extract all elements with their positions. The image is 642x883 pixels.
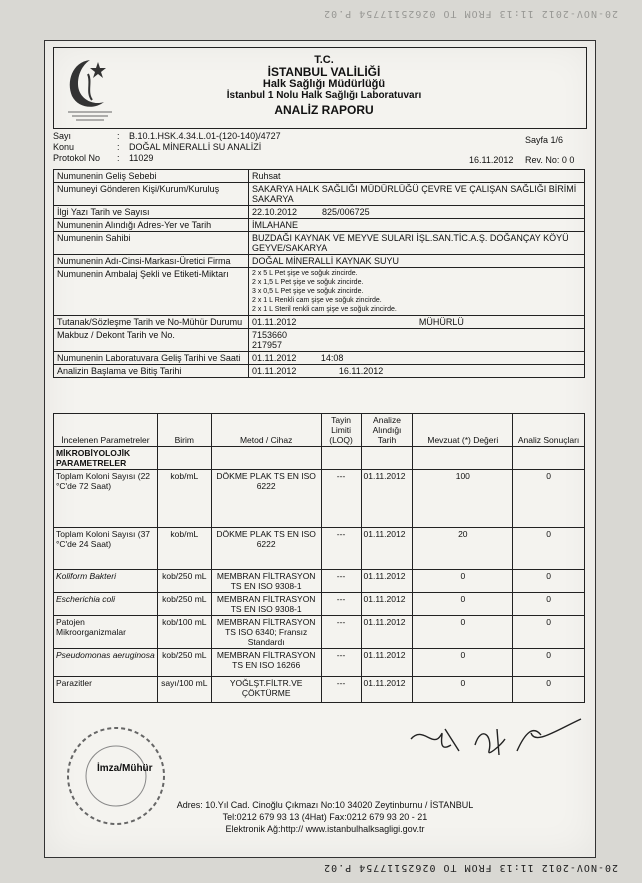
param-loq: --- [321, 528, 361, 570]
makbuz-value [249, 329, 585, 352]
param-date: 01.11.2012 [361, 649, 413, 677]
info-label: Numunenin Adı-Cinsi-Markası-Üretici Firma [54, 255, 249, 268]
footer-address [105, 799, 545, 835]
col-header-loq: Tayin Limiti (LOQ) [321, 414, 361, 447]
makbuz-row [54, 329, 585, 352]
laboratuvar-heading: İstanbul 1 Nolu Halk Sağlığı Laboratuvarı [226, 90, 422, 101]
param-method: MEMBRAN FİLTRASYON TS ISO 6340; Fransız Standardı [211, 616, 321, 649]
param-date: 01.11.2012 [361, 677, 413, 703]
param-loq: --- [321, 616, 361, 649]
table-cell [211, 447, 321, 470]
ambalaj-label: Numunenin Ambalaj Şekli ve Etiketi-Miktarı [54, 268, 249, 316]
param-limit: 0 [413, 593, 513, 616]
param-name: Escherichia coli [54, 593, 158, 616]
param-limit: 0 [413, 649, 513, 677]
fax-header-faint: 20-NOV-2012 11:13 FROM TO 02625117754 P.02 [323, 8, 618, 19]
param-loq: --- [321, 593, 361, 616]
protokol-label: Protokol No [53, 153, 101, 163]
sample-info-table [53, 169, 585, 378]
table-row [54, 649, 585, 677]
param-unit: kob/250 mL [157, 570, 211, 593]
table-cell [513, 447, 585, 470]
col-header-method: Metod / Cihaz [211, 414, 321, 447]
info-value: BUZDAĞI KAYNAK VE MEYVE SULARI İŞL.SAN.TİC.A.Ş. DOĞANÇAY KÖYÜ GEYVE/SAKARYA [249, 232, 585, 255]
param-limit: 0 [413, 570, 513, 593]
info-label: İlgi Yazı Tarih ve Sayısı [54, 206, 249, 219]
signatures [405, 705, 585, 765]
section-title: MİKROBİYOLOJİK PARAMETRELER [54, 447, 158, 470]
info-value: DOĞAL MİNERALLİ KAYNAK SUYU [249, 255, 585, 268]
info-row [54, 232, 585, 255]
footer-web-line: Elektronik Ağ:http:// www.istanbulhalksagligi.gov.tr [225, 824, 425, 834]
param-method: DÖKME PLAK TS EN ISO 6222 [211, 528, 321, 570]
colon: : [117, 131, 120, 141]
info-row [54, 206, 585, 219]
tutanak-label: Tutanak/Sözleşme Tarih ve No-Mühür Durumu [54, 316, 249, 329]
param-result: 0 [513, 528, 585, 570]
col-header-parameter: İncelenen Parametreler [54, 414, 158, 447]
table-cell [157, 447, 211, 470]
param-name: Toplam Koloni Sayısı (37 °C'de 24 Saat) [54, 528, 158, 570]
makbuz-no: 7153660 [252, 330, 288, 340]
param-loq: --- [321, 570, 361, 593]
col-header-limit: Mevzuat (*) Değeri [413, 414, 513, 447]
param-limit: 20 [413, 528, 513, 570]
parameters-table [53, 413, 585, 703]
param-limit: 0 [413, 616, 513, 649]
param-method: YOĞLŞT.FİLTR.VE ÇÖKTÜRME [211, 677, 321, 703]
colon: : [117, 153, 120, 163]
param-unit: kob/mL [157, 470, 211, 528]
param-date: 01.11.2012 [361, 570, 413, 593]
sayi-value: B.10.1.HSK.4.34.L.01-(120-140)/4727 [129, 131, 281, 141]
analiz-start: 01.11.2012 [252, 366, 297, 376]
info-label: Numuneyi Gönderen Kişi/Kurum/Kuruluş [54, 183, 249, 206]
ambalaj-item: 2 x 1 L Steril renkli cam şişe ve soğuk zincirde. [252, 306, 397, 313]
gelis-date: 01.11.2012 [252, 353, 297, 363]
analiz-label: Analizin Başlama ve Bitiş Tarihi [54, 365, 249, 378]
fax-transmission-header: 20-NOV-2012 11:13 FROM TO 02625117754 P.02 [323, 862, 618, 873]
report-header [53, 47, 587, 129]
ambalaj-item: 3 x 0,5 L Pet şişe ve soğuk zincirde. [252, 288, 364, 295]
info-row [54, 219, 585, 232]
param-loq: --- [321, 649, 361, 677]
tutanak-date: 01.11.2012 [252, 317, 297, 327]
info-label: Numunenin Geliş Sebebi [54, 170, 249, 183]
col-header-date: Analize Alındığı Tarih [361, 414, 413, 447]
info-label: Numunenin Sahibi [54, 232, 249, 255]
konu-value: DOĞAL MİNERALLİ SU ANALİZİ [129, 142, 262, 152]
footer-phone-line: Tel:0212 679 93 13 (4Hat) Fax:0212 679 93 20 - 21 [222, 812, 428, 822]
param-method: DÖKME PLAK TS EN ISO 6222 [211, 470, 321, 528]
param-result: 0 [513, 470, 585, 528]
param-loq: --- [321, 677, 361, 703]
section-row [54, 447, 585, 470]
tutanak-value [249, 316, 585, 329]
sayi-label: Sayı [53, 131, 72, 141]
param-result: 0 [513, 649, 585, 677]
table-row [54, 570, 585, 593]
table-row [54, 616, 585, 649]
param-result: 0 [513, 570, 585, 593]
analiz-row [54, 365, 585, 378]
ambalaj-item: 2 x 1 L Renkli cam şişe ve soğuk zincirde. [252, 297, 382, 304]
report-titles [134, 54, 514, 116]
param-result: 0 [513, 677, 585, 703]
revision-number: Rev. No: 0 0 [525, 155, 575, 165]
param-unit: kob/100 mL [157, 616, 211, 649]
param-date: 01.11.2012 [361, 470, 413, 528]
page-number: Sayfa 1/6 [525, 135, 564, 145]
param-limit: 0 [413, 677, 513, 703]
info-value: 22.10.2012 825/006725 [249, 206, 585, 219]
signature-stamp-label: İmza/Mühür [97, 763, 153, 774]
param-result: 0 [513, 593, 585, 616]
ambalaj-item: 2 x 5 L Pet şişe ve soğuk zincirde. [252, 270, 358, 277]
param-loq: --- [321, 470, 361, 528]
param-unit: kob/mL [157, 528, 211, 570]
analysis-report-page [44, 40, 596, 858]
health-ministry-logo [58, 52, 122, 124]
param-name: Pseudomonas aeruginosa [54, 649, 158, 677]
info-row [54, 255, 585, 268]
param-name: Patojen Mikroorganizmalar [54, 616, 158, 649]
muhur-status: MÜHÜRLÜ [418, 317, 464, 327]
valilik-heading: İSTANBUL VALİLİĞİ [267, 65, 381, 79]
param-limit: 100 [413, 470, 513, 528]
info-row [54, 183, 585, 206]
info-value: SAKARYA HALK SAĞLIĞI MÜDÜRLÜĞÜ ÇEVRE VE ÇALIŞAN SAĞLIĞI BİRİMİ SAKARYA [249, 183, 585, 206]
info-label: Numunenin Alındığı Adres-Yer ve Tarih [54, 219, 249, 232]
table-cell [413, 447, 513, 470]
table-row [54, 470, 585, 528]
param-unit: sayı/100 mL [157, 677, 211, 703]
mudurluk-heading: Halk Sağlığı Müdürlüğü [262, 78, 386, 90]
konu-label: Konu [53, 142, 75, 152]
tutanak-row [54, 316, 585, 329]
param-date: 01.11.2012 [361, 528, 413, 570]
table-row [54, 593, 585, 616]
gelis-label: Numunenin Laboratuvara Geliş Tarihi ve Saati [54, 352, 249, 365]
param-date: 01.11.2012 [361, 616, 413, 649]
param-method: MEMBRAN FİLTRASYON TS EN ISO 9308-1 [211, 593, 321, 616]
info-row [54, 170, 585, 183]
ambalaj-row [54, 268, 585, 316]
col-header-result: Analiz Sonuçları [513, 414, 585, 447]
param-method: MEMBRAN FİLTRASYON TS EN ISO 16266 [211, 649, 321, 677]
param-unit: kob/250 mL [157, 593, 211, 616]
table-cell [321, 447, 361, 470]
col-header-unit: Birim [157, 414, 211, 447]
table-row [54, 677, 585, 703]
makbuz-label: Makbuz / Dekont Tarih ve No. [54, 329, 249, 352]
param-name: Toplam Koloni Sayısı (22 °C'de 72 Saat) [54, 470, 158, 528]
colon: : [117, 142, 120, 152]
ambalaj-item: 2 x 1,5 L Pet şişe ve soğuk zincirde. [252, 279, 364, 286]
param-date: 01.11.2012 [361, 593, 413, 616]
tc-heading: T.C. [314, 54, 334, 66]
param-result: 0 [513, 616, 585, 649]
analiz-value [249, 365, 585, 378]
info-value: Ruhsat [249, 170, 585, 183]
gelis-value [249, 352, 585, 365]
params-header-row [54, 414, 585, 447]
gelis-row [54, 352, 585, 365]
gelis-time: 14:08 [320, 353, 344, 363]
info-value: İMLAHANE [249, 219, 585, 232]
analiz-end: 16.11.2012 [338, 366, 384, 376]
param-name: Parazitler [54, 677, 158, 703]
ambalaj-list [249, 268, 585, 316]
param-unit: kob/250 mL [157, 649, 211, 677]
table-cell [361, 447, 413, 470]
report-title: ANALİZ RAPORU [274, 103, 374, 117]
footer-address-line: Adres: 10.Yıl Cad. Cinoğlu Çıkmazı No:10 34020 Zeytinburnu / İSTANBUL [176, 800, 474, 810]
dekont-no: 217957 [252, 340, 283, 350]
table-row [54, 528, 585, 570]
param-name: Koliform Bakteri [54, 570, 158, 593]
protokol-value: 11029 [129, 153, 154, 163]
report-date: 16.11.2012 [469, 155, 514, 165]
param-method: MEMBRAN FİLTRASYON TS EN ISO 9308-1 [211, 570, 321, 593]
